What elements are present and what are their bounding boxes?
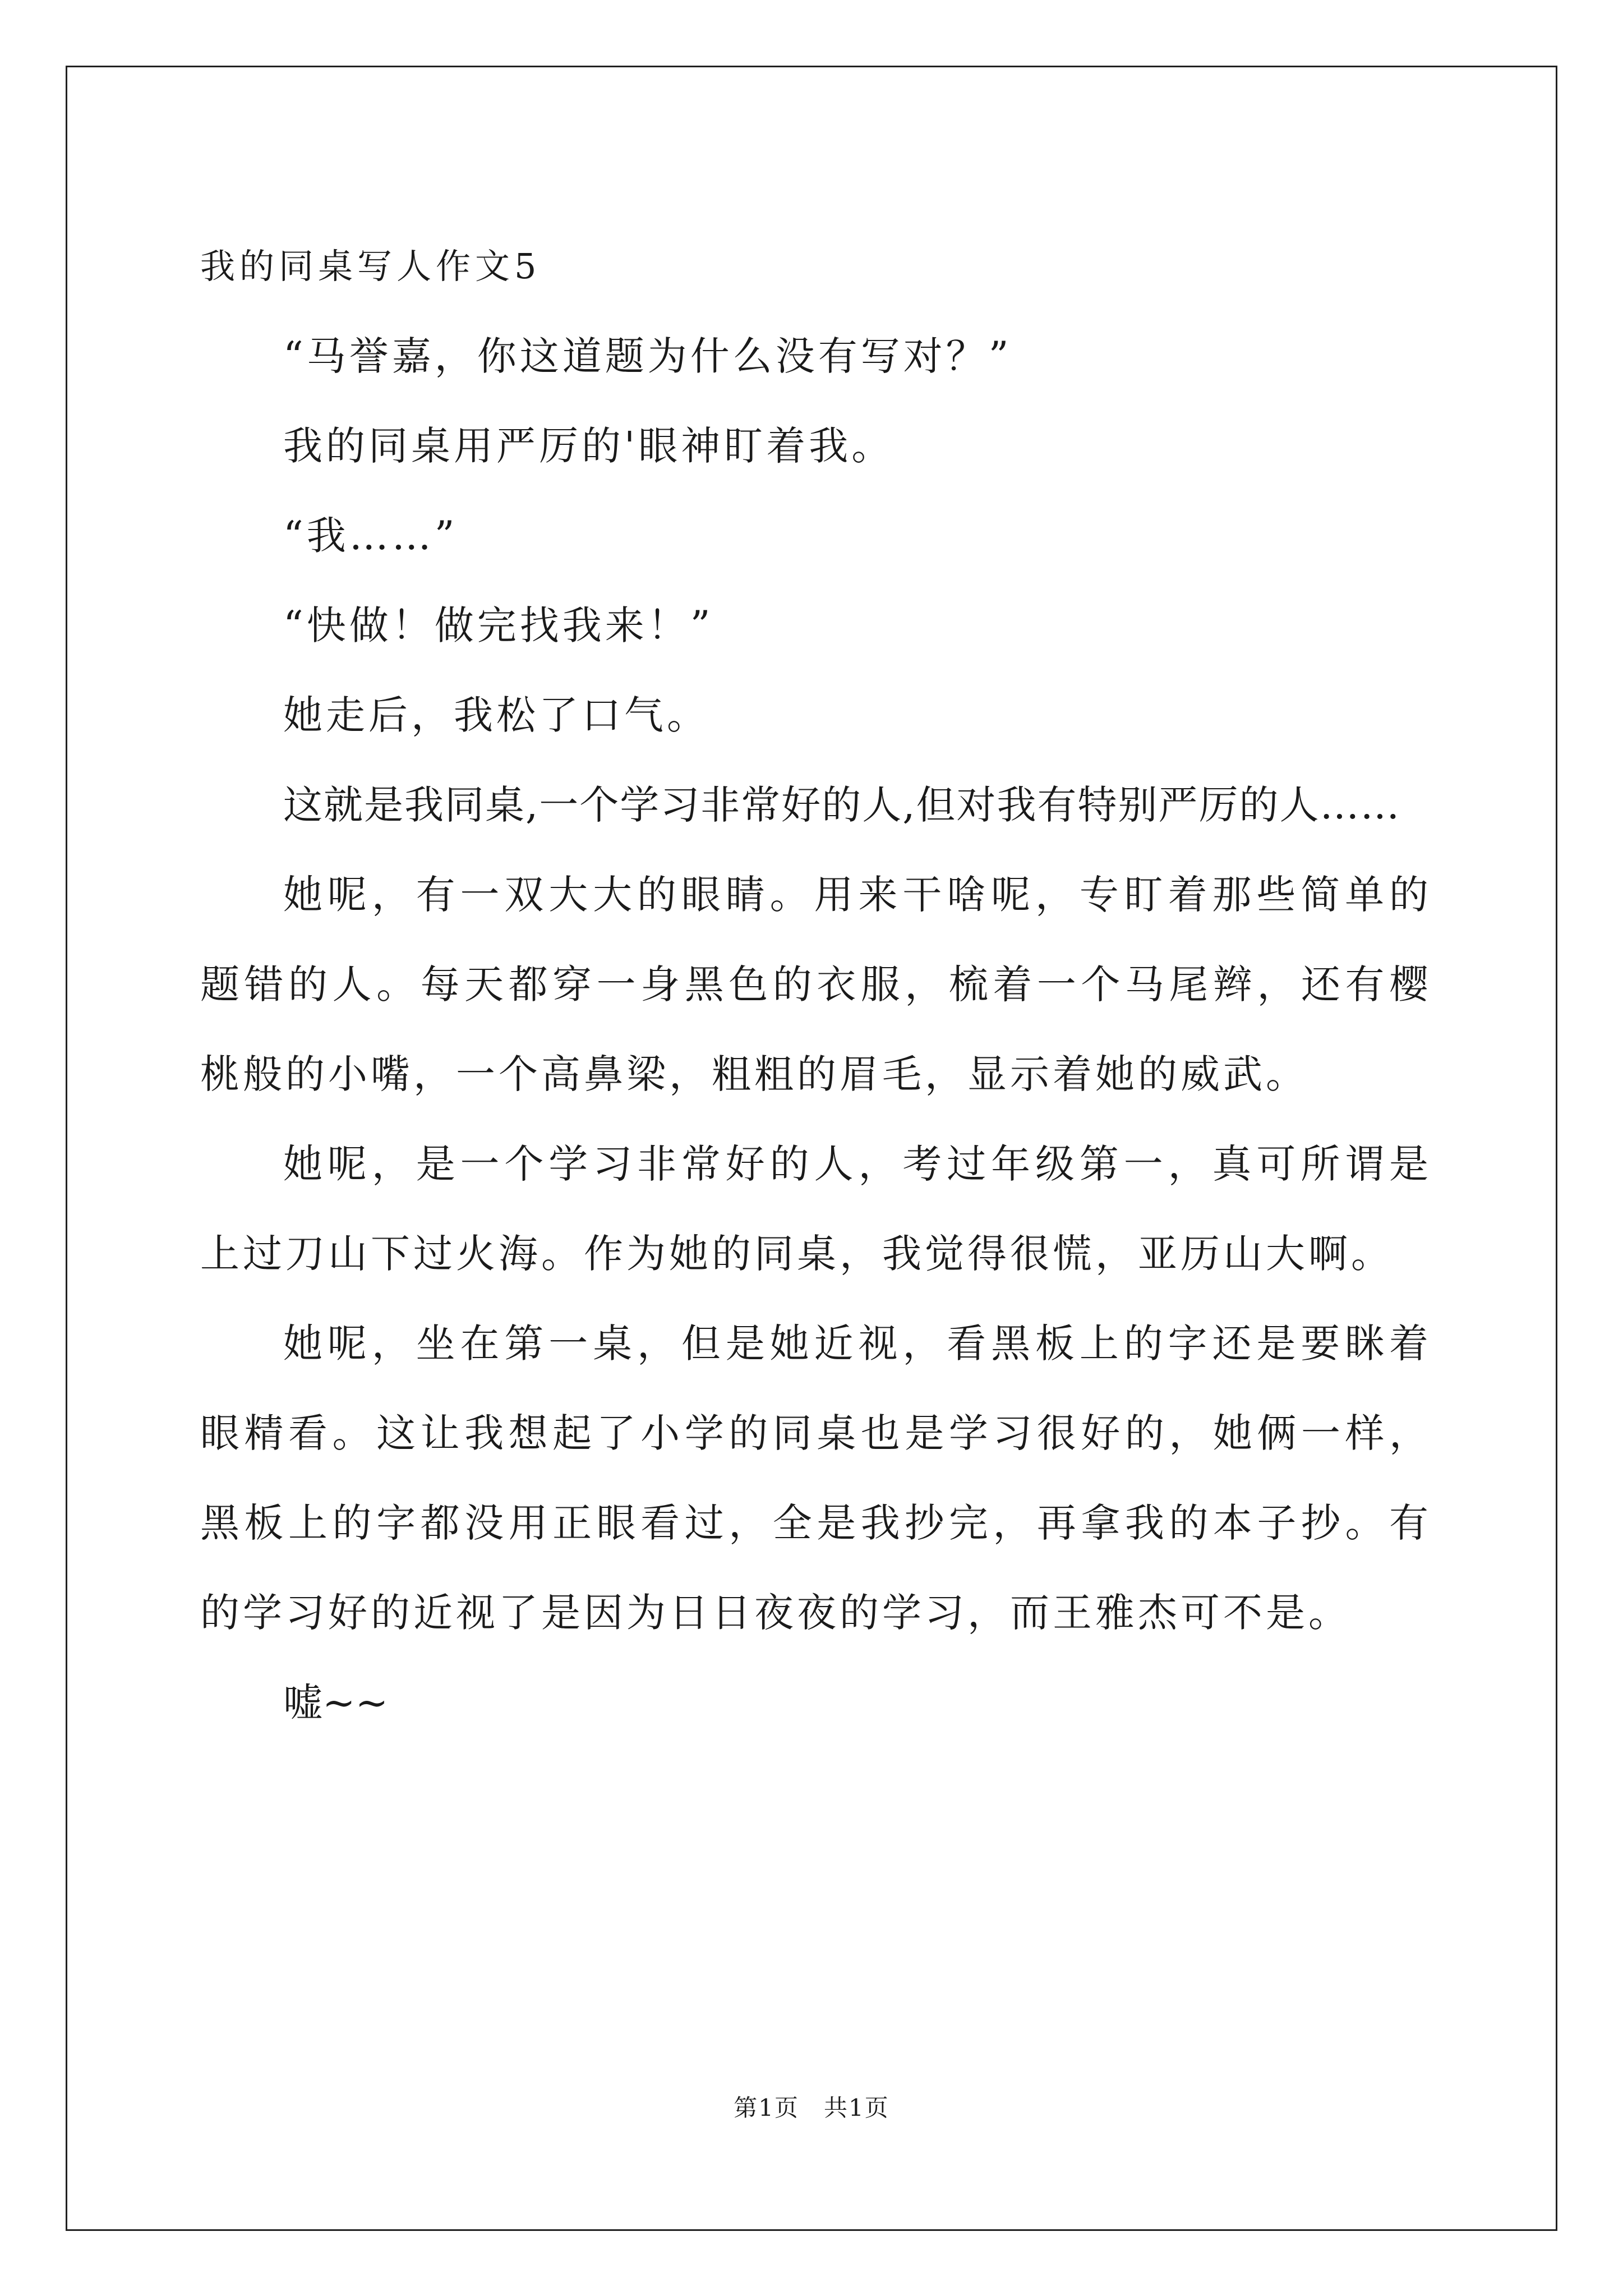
paragraph-relief: 她走后，我松了口气。	[283, 692, 709, 738]
document-body	[200, 222, 1432, 1747]
paragraph-stare: 我的同桌用严厉的'眼神盯着我。	[283, 423, 895, 469]
paragraph-ending: 嘘~~	[283, 1680, 389, 1726]
paragraph-dialogue-me: “我……”	[283, 513, 458, 559]
page-number-footer: 第1页 共1页	[734, 2094, 889, 2122]
document-title: 我的同桌写人作文5	[200, 246, 541, 287]
paragraph-appearance: 她呢，有一双大大的眼睛。用来干啥呢，专盯着那些简单的题错的人。每天都穿一身黑色的衣服，梳着一个马尾辫，还有樱桃般的小嘴，一个高鼻梁，粗粗的眉毛，显示着她的威武。	[200, 872, 1432, 1097]
paragraph-dialogue-hurry: “快做！做完找我来！”	[283, 602, 714, 648]
paragraph-study: 她呢，是一个学习非常好的人，考过年级第一，真可所谓是上过刀山下过火海。作为她的同桌，我觉得很慌，亚历山大啊。	[200, 1141, 1432, 1277]
paragraph-intro: 这就是我同桌,一个学习非常好的人,但对我有特别严厉的人……	[283, 782, 1401, 828]
paragraph-dialogue-question: “马誉嘉，你这道题为什么没有写对？”	[283, 333, 1012, 379]
paragraph-nearsighted: 她呢，坐在第一桌，但是她近视，看黑板上的字还是要眯着眼精看。这让我想起了小学的同桌也是学习很好的，她俩一样，黑板上的字都没用正眼看过，全是我抄完，再拿我的本子抄。有的学习好的近视了是因为日日夜夜的学习，而王雅杰可不是。	[200, 1320, 1432, 1636]
